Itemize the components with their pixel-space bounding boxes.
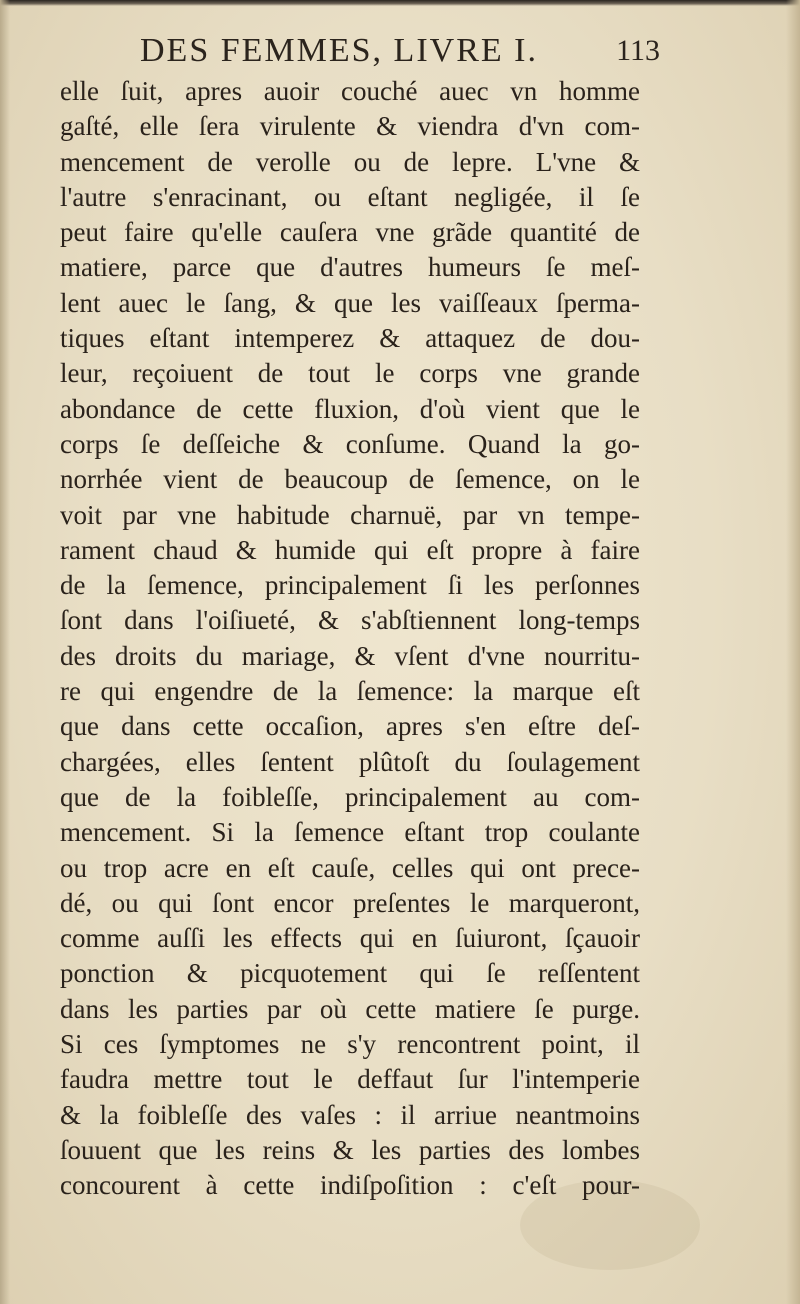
text-line: que dans cette occaſion, apres s'en eſtre deſ- [60, 711, 640, 742]
text-line: l'autre s'enracinant, ou eſtant negligée, il ſe [60, 181, 640, 212]
text-line: ſont dans l'oiſiueté, & s'abſtiennent long-temps [60, 605, 640, 636]
running-head: DES FEMMES, LIVRE I. [140, 32, 538, 69]
text-line: abondance de cette fluxion, d'où vient que le [60, 393, 640, 424]
text-line: ponction & picquotement qui ſe reſſentent [60, 958, 640, 989]
page-top-edge [0, 0, 800, 6]
text-line: elle ſuit, apres auoir couché auec vn homme [60, 76, 640, 106]
text-line: tiques eſtant intemperez & attaquez de dou- [60, 323, 640, 354]
text-line: norrhée vient de beaucoup de ſemence, on le [60, 464, 640, 495]
page-header [140, 28, 660, 72]
page-left-edge [0, 0, 10, 1304]
text-line: dans les parties par où cette matiere ſe purge. [60, 993, 640, 1024]
text-line: comme auſſi les effects qui en ſuiuront, ſçauoir [60, 923, 640, 954]
text-line: matiere, parce que d'autres humeurs ſe meſ- [60, 252, 640, 283]
page-right-edge [786, 0, 800, 1304]
text-line: ſouuent que les reins & les parties des lombes [60, 1134, 640, 1165]
text-line: de la ſemence, principalement ſi les perſonnes [60, 570, 640, 601]
text-line: mencement de verolle ou de lepre. L'vne & [60, 146, 640, 177]
text-line: gaſté, elle ſera virulente & viendra d'vn com- [60, 111, 640, 142]
text-line: re qui engendre de la ſemence: la marque eſt [60, 676, 640, 707]
text-line: corps ſe deſſeiche & conſume. Quand la go- [60, 428, 640, 459]
text-line: peut faire qu'elle cauſera vne grãde quantité de [60, 217, 640, 248]
text-line: des droits du mariage, & vſent d'vne nourritu- [60, 640, 640, 671]
text-line: mencement. Si la ſemence eſtant trop coulante [60, 817, 640, 848]
text-line: concourent à cette indiſpoſition : c'eſt pour- [60, 1170, 640, 1201]
body-text [60, 74, 640, 1204]
text-line: lent auec le ſang, & que les vaiſſeaux ſperma- [60, 287, 640, 318]
text-line: faudra mettre tout le deffaut ſur l'intemperie [60, 1064, 640, 1095]
text-line: que de la foibleſſe, principalement au com- [60, 781, 640, 812]
text-line: chargées, elles ſentent plûtoſt du ſoulagement [60, 746, 640, 777]
text-line: Si ces ſymptomes ne s'y rencontrent point, il [60, 1029, 640, 1060]
text-line: ou trop acre en eſt cauſe, celles qui ont prece- [60, 852, 640, 883]
text-line: & la foibleſſe des vaſes : il arriue neantmoins [60, 1099, 640, 1130]
text-line: leur, reçoiuent de tout le corps vne grande [60, 358, 640, 389]
page-number: 113 [616, 34, 660, 67]
text-line: rament chaud & humide qui eſt propre à faire [60, 534, 640, 565]
text-line: dé, ou qui ſont encor preſentes le marqueront, [60, 887, 640, 918]
text-line: voit par vne habitude charnuë, par vn tempe- [60, 499, 640, 530]
